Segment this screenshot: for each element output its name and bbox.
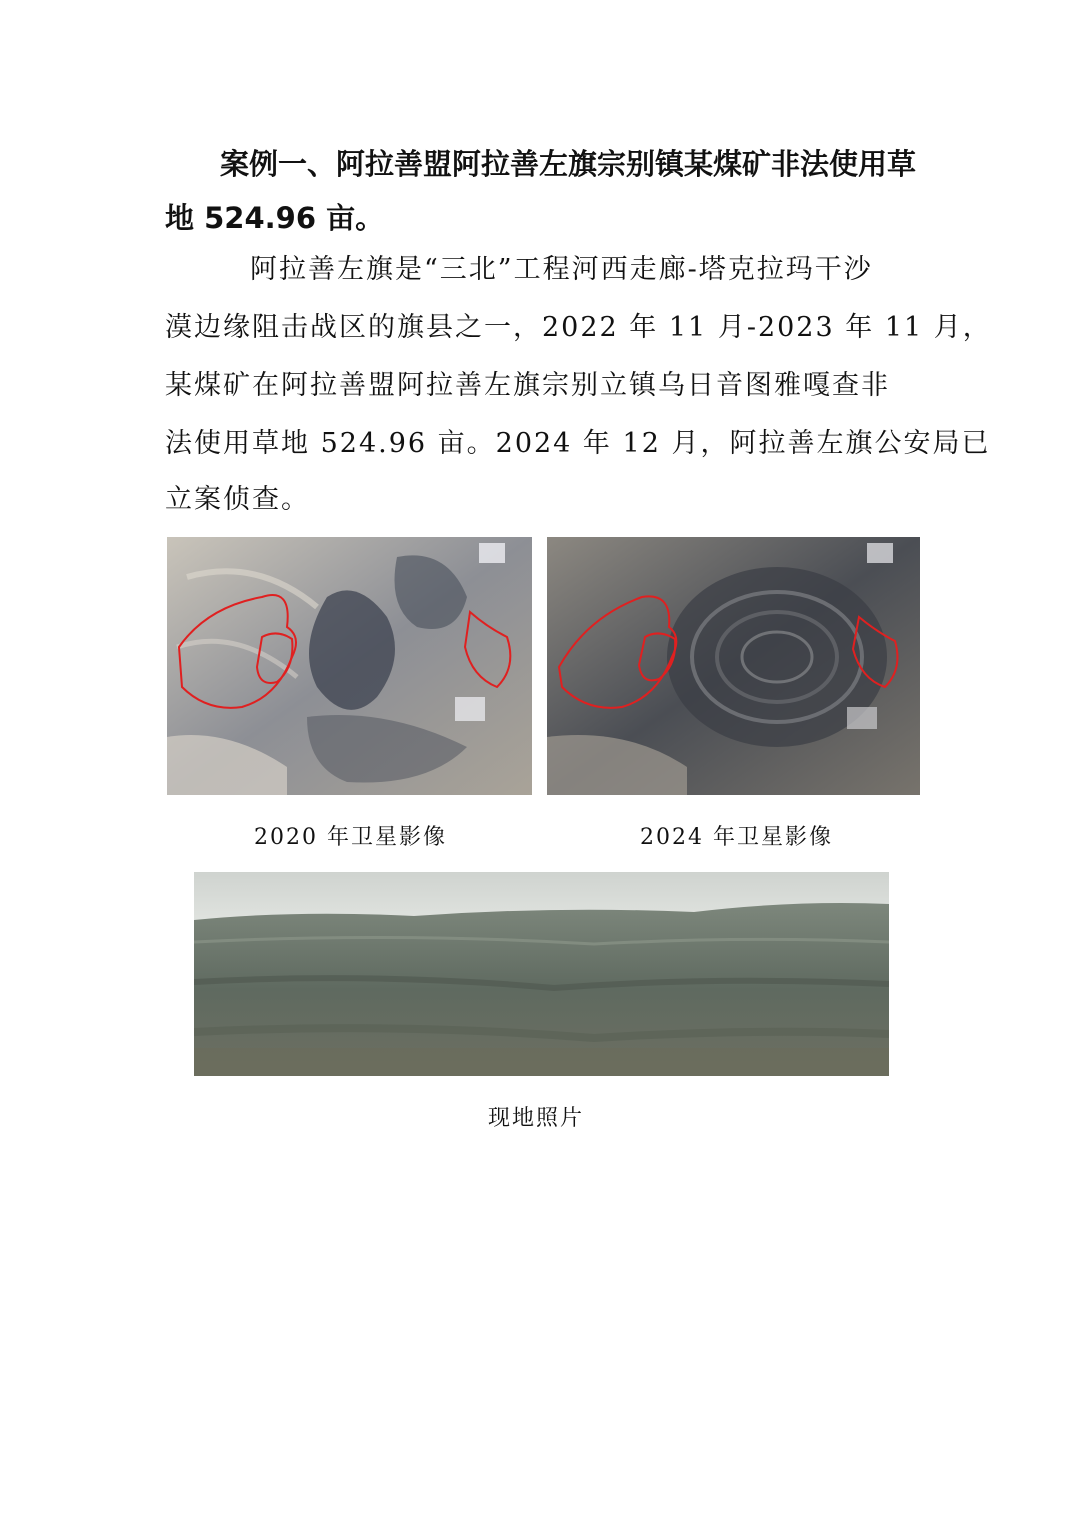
satellite-image-2024 xyxy=(547,537,920,795)
case-heading-line1: 案例一、阿拉善盟阿拉善左旗宗别镇某煤矿非法使用草 xyxy=(220,147,917,181)
paragraph-line-1: 阿拉善左旗是“三北”工程河西走廊-塔克拉玛干沙 xyxy=(250,254,873,285)
site-photo xyxy=(194,872,889,1076)
paragraph-line-3: 某煤矿在阿拉善盟阿拉善左旗宗别立镇乌日音图雅嘎查非 xyxy=(165,370,890,401)
case-heading-line2: 地 524.96 亩。 xyxy=(165,201,385,235)
paragraph-line-2: 漠边缘阻击战区的旗县之一，2022 年 11 月-2023 年 11 月， xyxy=(165,312,992,343)
caption-2024-satellite: 2024 年卫星影像 xyxy=(640,825,833,850)
paragraph-line-5: 立案侦查。 xyxy=(165,484,310,515)
caption-site-photo: 现地照片 xyxy=(488,1106,585,1131)
satellite-image-2020 xyxy=(167,537,532,795)
caption-2020-satellite: 2020 年卫星影像 xyxy=(254,825,447,850)
paragraph-line-4: 法使用草地 524.96 亩。2024 年 12 月，阿拉善左旗公安局已 xyxy=(165,428,991,459)
